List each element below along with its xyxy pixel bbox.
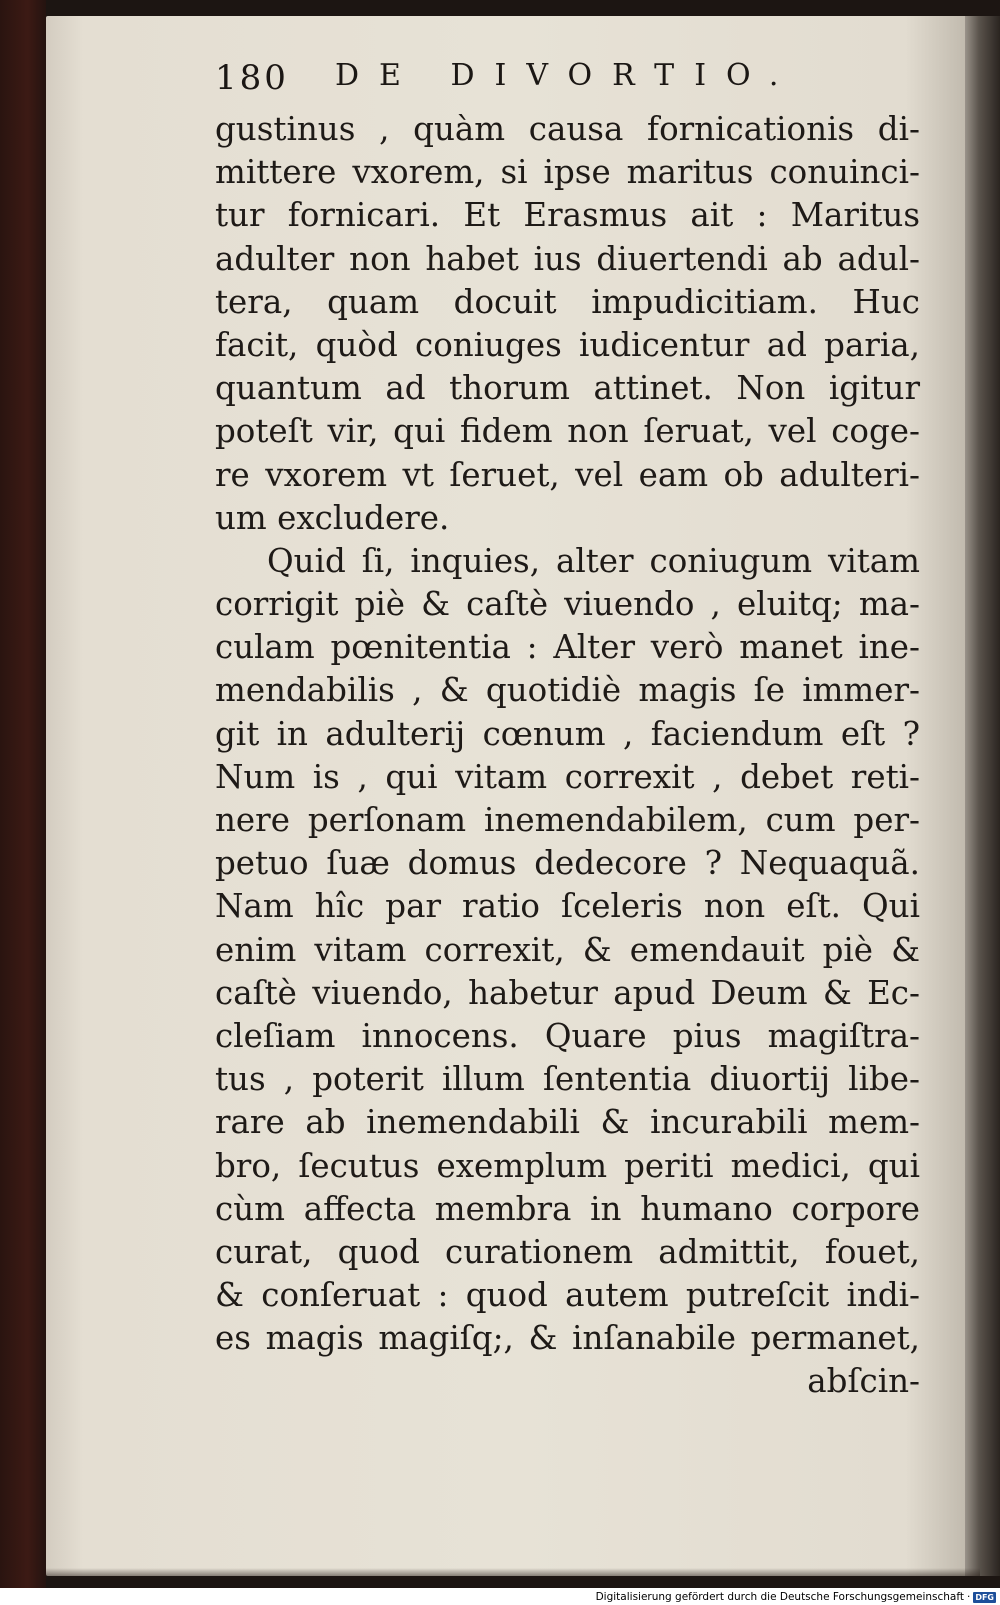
text-line: cleſiam innocens. Quare pius magiſtra- (215, 1016, 920, 1055)
text-line: adulter non habet ius diuertendi ab adul- (215, 239, 920, 278)
text-line: poteſt vir, qui fidem non ſeruat, vel coge- (215, 412, 920, 451)
text-line: git in adulterij cœnum , faciendum eſt ? (215, 714, 920, 753)
text-line: rare ab inemendabili & incurabili mem- (215, 1103, 920, 1142)
text-line: Num is , qui vitam correxit , debet reti- (215, 757, 920, 796)
text-line: & conſeruat : quod autem putreſcit indi- (215, 1276, 920, 1315)
text-line: um excludere. (215, 498, 450, 537)
page-bottom-shadow (46, 1568, 980, 1576)
credit-text: Digitalisierung gefördert durch die Deutsche Forschungsgemeinschaft (595, 1591, 964, 1603)
text-line: petuo ſuæ domus dedecore ? Nequaquã. (215, 844, 920, 883)
book-binding (0, 0, 46, 1588)
page-edge-shadow (965, 16, 1000, 1576)
text-line: Nam hîc par ratio ſceleris non eſt. Qui (215, 887, 920, 926)
page-number: 180 (215, 58, 289, 98)
digitization-credit (596, 1590, 996, 1605)
text-line: cùm affecta membra in humano corpore (215, 1189, 920, 1228)
text-line: tur fornicari. Et Erasmus ait : Maritus (215, 196, 920, 235)
text-line: mendabilis , & quotidiè magis ſe immer- (215, 671, 920, 710)
text-line: quantum ad thorum attinet. Non igitur (215, 369, 920, 408)
text-line: caſtè viuendo, habetur apud Deum & Ec- (215, 973, 920, 1012)
text-line: tera, quam docuit impudicitiam. Huc (215, 282, 920, 321)
text-line: mittere vxorem, si ipse maritus conuinci- (215, 153, 920, 192)
text-line: facit, quòd coniuges iudicentur ad paria, (215, 325, 920, 364)
text-line: gustinus , quàm causa fornicationis di- (215, 110, 920, 148)
text-line: enim vitam correxit, & emendauit piè & (215, 930, 920, 969)
text-line: Quid ſi, inquies, alter coniugum vitam (267, 541, 920, 580)
text-line: es magis magiſq;, & inſanabile permanet, (215, 1319, 920, 1358)
catchword: abſcin- (807, 1362, 920, 1401)
text-line: nere perſonam inemendabilem, cum per- (215, 801, 920, 839)
text-line: bro, ſecutus exemplum periti medici, qui (215, 1146, 920, 1185)
text-line: re vxorem vt ſeruet, vel eam ob adulteri- (215, 455, 920, 494)
credit-separator: · (966, 1591, 971, 1603)
text-line: tus , poterit illum ſententia diuortij libe- (215, 1060, 920, 1099)
text-line: curat, quod curationem admittit, fouet, (215, 1232, 920, 1271)
body-text (215, 108, 920, 1404)
running-head (215, 58, 915, 108)
dfg-logo: DFG (975, 1593, 994, 1602)
text-line: corrigit piè & caſtè viuendo , eluitq; ma- (215, 585, 920, 624)
running-title: DE DIVORTIO. (335, 58, 799, 93)
text-line: culam pœnitentia : Alter verò manet ine- (215, 628, 920, 667)
